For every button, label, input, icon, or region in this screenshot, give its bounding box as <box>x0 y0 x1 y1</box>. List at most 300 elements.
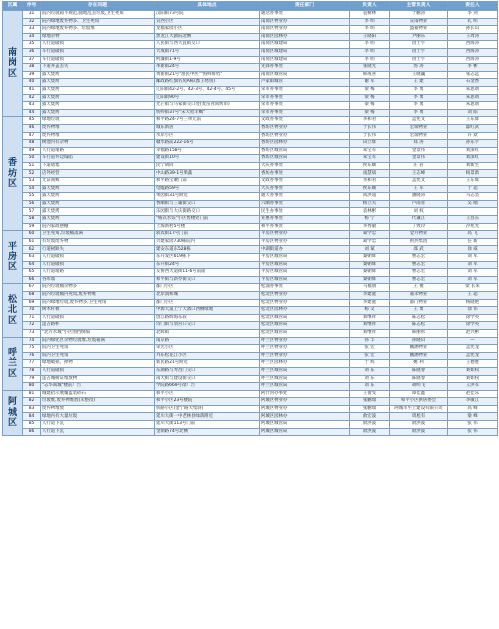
seq-cell: 58 <box>23 216 41 224</box>
issue-cell: 人行道破损 <box>41 367 155 375</box>
person-cell: 高 峰 <box>448 405 498 413</box>
person-cell: 任 新 <box>448 238 498 246</box>
seq-cell: 37 <box>23 56 41 64</box>
place-cell: 香顺街与三辅街交口 <box>155 200 260 208</box>
owner-cell: 于长伟 <box>350 132 390 140</box>
seq-cell: 79 <box>23 375 41 383</box>
place-cell: 和平街与新亭街交口 <box>155 276 260 284</box>
dept-cell: 南岗区园林办 <box>260 33 350 41</box>
person-cell: 王昌东 <box>448 216 498 224</box>
table-row <box>3 390 498 398</box>
person-cell: 西海涛 <box>448 56 498 64</box>
header-owner: 负责人 <box>350 2 390 11</box>
seq-cell: 62 <box>23 246 41 254</box>
person-cell: 朱思靖 <box>448 102 498 110</box>
owner-cell: 孙 丰 <box>350 337 390 345</box>
table-row <box>3 208 498 216</box>
table-row <box>3 269 498 277</box>
seq-cell: 76 <box>23 352 41 360</box>
leader-cell: 孟宪文 <box>390 178 448 186</box>
issue-cell: 人行道堵路 <box>41 269 155 277</box>
place-cell: 北岸润和城 <box>155 291 260 299</box>
owner-cell: 李 明 <box>350 48 390 56</box>
person-cell: 刘 军 <box>448 269 498 277</box>
dept-cell: 平房区城管局 <box>260 276 350 284</box>
person-cell: 杨晓艳 <box>448 299 498 307</box>
owner-cell: 谢 军 <box>350 79 390 87</box>
district-cell: 香坊区 <box>3 117 23 231</box>
owner-cell: 刘继祥 <box>350 314 390 322</box>
leader-cell: 李 勇 <box>390 109 448 117</box>
issue-cell: 露天烧烤 <box>41 216 155 224</box>
table-row <box>3 246 498 254</box>
table-row <box>3 367 498 375</box>
issue-cell: 露天烧烤 <box>41 193 155 201</box>
person-cell: 刘 军 <box>448 254 498 262</box>
table-row <box>3 261 498 269</box>
owner-cell: 秦朝辉 <box>350 276 390 284</box>
person-cell: 王东辉 <box>448 117 498 125</box>
dept-cell: 呼兰区城管局 <box>260 383 350 391</box>
person-cell: 孟宪龙 <box>448 345 498 353</box>
person-cell: 王德胜 <box>448 360 498 368</box>
table-row <box>3 383 498 391</box>
person-cell: 朱思靖 <box>448 86 498 94</box>
dept-cell: 松北区城管局 <box>260 314 350 322</box>
seq-cell: 42 <box>23 94 41 102</box>
place-cell: 果园街31号附近 <box>155 193 260 201</box>
leader-cell: 周旭有 <box>390 413 448 421</box>
seq-cell: 36 <box>23 48 41 56</box>
leader-cell: 嘉禾物业 <box>390 291 448 299</box>
issue-cell: "志华商城"楼前广告 <box>41 383 155 391</box>
place-cell: 电缆路59号 <box>155 185 260 193</box>
table-header-row <box>3 2 498 11</box>
seq-cell: 82 <box>23 398 41 406</box>
person-cell: 梁 长来 <box>448 284 498 292</box>
owner-cell: 刘 东 <box>350 367 390 375</box>
issue-cell: 垃圾堆,废弃物堆放(未整改) <box>41 398 155 406</box>
issue-cell: 卫生死角,垃圾桶落满 <box>41 231 155 239</box>
person-cell: 马志坚 <box>448 193 498 201</box>
seq-cell: 81 <box>23 390 41 398</box>
place-cell: 和平小区23号楼院 <box>155 398 260 406</box>
header-district: 区属 <box>3 2 23 11</box>
owner-cell: 朱宝军 <box>350 155 390 163</box>
place-cell: 革新街24号 <box>155 64 260 72</box>
leader-cell: 胡明飞 <box>390 383 448 391</box>
seq-cell: 55 <box>23 193 41 201</box>
dept-cell: 和平办事处 <box>260 223 350 231</box>
leader-cell: 宏瑞物业 <box>390 124 448 132</box>
seq-cell: 34 <box>23 33 41 41</box>
seq-cell: 71 <box>23 314 41 322</box>
person-cell: 徐学英 <box>448 314 498 322</box>
leader-cell: 陈志松 <box>390 314 448 322</box>
dept-cell: 呼兰区物业办 <box>260 345 350 353</box>
seq-cell: 61 <box>23 238 41 246</box>
place-cell: 延川大街一中老林县绿荫附近 <box>155 413 260 421</box>
dept-cell: 荣市办事处 <box>260 86 350 94</box>
issue-cell: 无证商贩 <box>41 178 155 186</box>
seq-cell: 83 <box>23 405 41 413</box>
place-cell: 水岸小区 <box>155 132 260 140</box>
person-cell: 石金香 <box>448 79 498 87</box>
person-cell: 刘 军 <box>448 261 498 269</box>
leader-cell: 王 俊 <box>390 284 448 292</box>
seq-cell: 57 <box>23 208 41 216</box>
table-row <box>3 284 498 292</box>
table-row <box>3 216 498 224</box>
dept-cell: 平房区物业办 <box>260 238 350 246</box>
leader-cell: 金景伟 <box>390 147 448 155</box>
dept-cell: 香坊区城管局 <box>260 147 350 155</box>
place-cell: 兴建家园730栋院内 <box>155 238 260 246</box>
dept-cell: 阿城区物业办 <box>260 405 350 413</box>
issue-cell: 绿地垃圾 <box>41 117 155 125</box>
seq-cell: 45 <box>23 117 41 125</box>
owner-cell: 王晓阳 <box>350 33 390 41</box>
issue-cell: 院内卫生死角 <box>41 345 155 353</box>
issue-cell: 人行道破损 <box>41 314 155 322</box>
dept-cell: 香坊区物业办 <box>260 132 350 140</box>
dept-cell: 呼兰区物业办 <box>260 352 350 360</box>
header-place: 具体地点 <box>155 2 260 11</box>
owner-cell: 李和君 <box>350 117 390 125</box>
table-row <box>3 48 498 56</box>
seq-cell: 85 <box>23 421 41 429</box>
owner-cell: 田立辉 <box>350 140 390 148</box>
dept-cell: 松北区物业办 <box>260 291 350 299</box>
issue-cell: "北方水城"小区围挡倒塌 <box>41 329 155 337</box>
leader-cell: 俞洪波 <box>390 421 448 429</box>
table-row <box>3 200 498 208</box>
table-row <box>3 193 498 201</box>
person-cell: 梁 峰 <box>448 413 498 421</box>
issue-cell: 院内绿地废弃物多、卫生死角 <box>41 18 155 26</box>
dept-cell: 平房区物业办 <box>260 231 350 239</box>
place-cell: 城东新居 <box>155 124 260 132</box>
seq-cell: 72 <box>23 322 41 330</box>
issue-cell: 院内绿地废弃物多、垃圾堆 <box>41 26 155 34</box>
owner-cell: 张鹏瑞 <box>350 405 390 413</box>
owner-cell: 刘 东 <box>350 383 390 391</box>
person-cell: 李 剑 <box>448 11 498 19</box>
leader-cell: 和平小区供居委会 <box>390 398 448 406</box>
place-cell: 南京路 <box>155 337 260 345</box>
owner-cell: 梁 梅 <box>350 94 390 102</box>
issue-cell: 露天烧烤 <box>41 109 155 117</box>
leader-cell: 曹志宏 <box>390 276 448 284</box>
owner-cell: 李秀敏 <box>350 223 390 231</box>
issue-cell: 露天烧烤 <box>41 94 155 102</box>
person-cell: 刘深红 <box>448 147 498 155</box>
dept-cell: 南岗区城建局 <box>260 48 350 56</box>
issue-cell: 露天烧烤 <box>41 200 155 208</box>
table-row <box>3 413 498 421</box>
seq-cell: 73 <box>23 329 41 337</box>
dept-cell: 阿城区物业办 <box>260 398 350 406</box>
seq-cell: 38 <box>23 64 41 72</box>
table-row <box>3 322 498 330</box>
leader-cell: 丁致玲 <box>390 223 448 231</box>
owner-cell: 张鹏瑞 <box>350 398 390 406</box>
dept-cell: 呼兰区园林办 <box>260 360 350 368</box>
issue-cell: 露天烧烤 <box>41 79 155 87</box>
place-cell: 上海新村5号楼 <box>155 223 260 231</box>
table-row <box>3 170 498 178</box>
owner-cell: 刘继祥 <box>350 329 390 337</box>
seq-cell: 67 <box>23 284 41 292</box>
owner-cell: 尚洪超 <box>350 193 390 201</box>
dept-cell: 松北区物业办 <box>260 299 350 307</box>
leader-cell: 卢雨青 <box>390 200 448 208</box>
person-cell: 冷兆光 <box>448 223 498 231</box>
leader-cell: 王晓巍 <box>390 71 448 79</box>
seq-cell: 84 <box>23 413 41 421</box>
owner-cell: 袁林彬 <box>350 208 390 216</box>
issue-cell: 车行道井边塌陷 <box>41 155 155 163</box>
person-cell: — <box>448 337 498 345</box>
place-cell: 学院路669号徐广告 <box>155 383 260 391</box>
person-cell: 高 飞 <box>448 231 498 239</box>
seq-cell: 33 <box>23 26 41 34</box>
issue-cell: 人行道下沉 <box>41 421 155 429</box>
leader-cell: 王志峰 <box>390 170 448 178</box>
header-leader: 主管负责人 <box>390 2 448 11</box>
owner-cell: 侯东顺 <box>350 185 390 193</box>
leader-cell: 孟宪文 <box>390 117 448 125</box>
leader-cell: 阿城市至上建设有限公司 <box>390 405 448 413</box>
issue-cell: 绿地内有大量垃圾 <box>41 413 155 421</box>
leader-cell: 王 军 <box>390 185 448 193</box>
table-row <box>3 11 498 19</box>
issue-cell: 车行道破损 <box>41 48 155 56</box>
person-cell: 孔 明 <box>448 18 498 26</box>
dept-cell: 呼兰区城管局 <box>260 367 350 375</box>
place-cell: 人民街与西大直街交口 <box>155 41 260 49</box>
dept-cell: 亚惠办事处 <box>260 216 350 224</box>
place-cell: 东湖路与寿昌门交口 <box>155 367 260 375</box>
table-row <box>3 405 498 413</box>
leader-cell: 俞洪波 <box>390 428 448 436</box>
place-cell: 创江路辉海东段 <box>155 314 260 322</box>
leader-cell: 由士宇 <box>390 56 448 64</box>
issue-cell: 行道树缺失 <box>41 246 155 254</box>
person-cell: 吴 刚 <box>448 200 498 208</box>
person-cell: 刘 阳 <box>448 109 498 117</box>
owner-cell: 侯东顺 <box>350 162 390 170</box>
dept-cell: 平房区城管局 <box>260 269 350 277</box>
leader-cell: 李 勇 <box>390 94 448 102</box>
person-cell: 刘深红 <box>448 155 498 163</box>
place-cell: 铁路小区(金宁路大集斜) <box>155 405 260 413</box>
owner-cell: 李 明 <box>350 26 390 34</box>
dept-cell: 松北区城管局 <box>260 322 350 330</box>
person-cell: 杨景新 <box>448 170 498 178</box>
table-row <box>3 64 498 72</box>
table-row <box>3 428 498 436</box>
seq-cell: 69 <box>23 299 41 307</box>
table-row <box>3 223 498 231</box>
owner-cell: 刘继祥 <box>350 322 390 330</box>
dept-cell: 大庆办事处 <box>260 185 350 193</box>
place-cell: 邮政路红旗名苑A栋(郡王烤鱼) <box>155 79 260 87</box>
table-row <box>3 26 498 34</box>
owner-cell: 葛学忠 <box>350 231 390 239</box>
person-cell: 刘 军 <box>448 276 498 284</box>
person-cell: 西海涛 <box>448 41 498 49</box>
dept-cell: 芦家街城管 <box>260 79 350 87</box>
owner-cell: 李建庭 <box>350 299 390 307</box>
table-row <box>3 231 498 239</box>
table-row <box>3 185 498 193</box>
seq-cell: 74 <box>23 337 41 345</box>
leader-cell: 李 勇 <box>390 86 448 94</box>
issue-cell: 院内绿化区杂物垃圾堆,垃圾箱满 <box>41 337 155 345</box>
issue-cell: 人行道破损 <box>41 261 155 269</box>
leader-cell: 陈晓春 <box>390 367 448 375</box>
table-row <box>3 162 498 170</box>
table-row <box>3 56 498 64</box>
district-cell: 平房区 <box>3 231 23 284</box>
issue-cell: 院内家政摆棚 <box>41 223 155 231</box>
dept-cell: 荣市办事处 <box>260 102 350 110</box>
place-cell: 光芒街与马家街交口处(麦苗食尚烤串) <box>155 102 260 110</box>
leader-cell: 代谦江 <box>390 216 448 224</box>
issue-cell: 谷库墙 <box>41 276 155 284</box>
seq-cell: 52 <box>23 170 41 178</box>
table-row <box>3 398 498 406</box>
person-cell: 孟宪龙 <box>448 352 498 360</box>
person-cell: 王 超 <box>448 291 498 299</box>
leader-cell: 郑 涛 <box>390 140 448 148</box>
place-cell: 荣光小区 <box>155 345 260 353</box>
person-cell: 西海涛 <box>448 48 498 56</box>
place-cell: 幸福路158号 <box>155 147 260 155</box>
leader-cell: 曹志宏 <box>390 261 448 269</box>
table-row <box>3 18 498 26</box>
owner-cell: 杨立夫 <box>350 200 390 208</box>
issue-cell: 绿地破损、掉物 <box>41 360 155 368</box>
seq-cell: 77 <box>23 360 41 368</box>
seq-cell: 68 <box>23 291 41 299</box>
person-cell: 许 欢 <box>448 132 498 140</box>
table-row <box>3 94 498 102</box>
leader-cell: 潘晓涛 <box>390 193 448 201</box>
place-cell: 建安东道东528栋 <box>155 246 260 254</box>
owner-cell: 李和君 <box>350 178 390 186</box>
issue-cell: 人行道堵路 <box>41 147 155 155</box>
person-cell: 徐 威 <box>448 246 498 254</box>
person-cell: 王周涛 <box>448 33 498 41</box>
owner-cell: 于 辉 <box>350 360 390 368</box>
issue-cell: 院内卫生死角 <box>41 352 155 360</box>
dept-cell: 香坊区物业办 <box>260 124 350 132</box>
place-cell: 轨农街17号门前 <box>155 231 260 239</box>
seq-cell: 41 <box>23 86 41 94</box>
owner-cell: 刘 斌 <box>350 246 390 254</box>
place-cell: 汉阳街73号院 <box>155 11 260 19</box>
place-cell: 黑龙江大剧院北侧 <box>155 33 260 41</box>
owner-cell: 南慧斌 <box>350 170 390 178</box>
seq-cell: 54 <box>23 185 41 193</box>
table-row <box>3 71 498 79</box>
owner-cell: 梁 梅 <box>350 109 390 117</box>
place-cell: 和平小区 <box>155 390 260 398</box>
dept-cell: 大庆办事处 <box>260 162 350 170</box>
dept-cell: 通天办事处 <box>260 193 350 201</box>
table-row <box>3 291 498 299</box>
owner-cell: 袁树林 <box>350 11 390 19</box>
leader-cell: 由士宇 <box>390 48 448 56</box>
leader-cell: 庄 岩 <box>390 162 448 170</box>
owner-cell: 张晓光 <box>350 64 390 72</box>
owner-cell: 秦朝辉 <box>350 269 390 277</box>
dept-cell: 民生办事处 <box>260 208 350 216</box>
seq-cell: 50 <box>23 155 41 163</box>
owner-cell: 李建庭 <box>350 291 390 299</box>
dept-cell: 南岗区物业办 <box>260 26 350 34</box>
table-row <box>3 155 498 163</box>
person-cell: 张 伟 <box>448 421 498 429</box>
issue-cell: 院内绿地垃圾,废弃物多,卫生死角 <box>41 299 155 307</box>
table-row <box>3 109 498 117</box>
header-person: 责任人 <box>448 2 498 11</box>
place-cell: 黄新街21号"淮民中医""海鲜排档" <box>155 71 260 79</box>
seq-cell: 49 <box>23 147 41 155</box>
person-cell: 王东辉 <box>448 178 498 186</box>
dept-cell: 阿什河办事处 <box>260 390 350 398</box>
leader-cell: 于鹏涛 <box>390 11 448 19</box>
place-cell: 友协西大道街11-6号前面 <box>155 269 260 277</box>
dept-cell: 松北区园林办 <box>260 307 350 315</box>
place-cell: 赣水路前222-16号 <box>155 140 260 148</box>
seq-cell: 40 <box>23 79 41 87</box>
leader-cell: 鹏涵物业 <box>390 352 448 360</box>
owner-cell: 张 宏 <box>350 345 390 353</box>
seq-cell: 56 <box>23 200 41 208</box>
person-cell: 徐学英 <box>448 322 498 330</box>
person-cell: 赵兴彬 <box>448 329 498 337</box>
leader-cell: 李 勇 <box>390 102 448 110</box>
seq-cell: 47 <box>23 132 41 140</box>
table-row <box>3 178 498 186</box>
person-cell: 邸红武 <box>448 124 498 132</box>
owner-cell: 葛学忠 <box>350 238 390 246</box>
dept-cell: 呼兰区城管局 <box>260 375 350 383</box>
issue-cell: 违占路杯 <box>41 322 155 330</box>
dept-cell: 呼兰区物业办 <box>260 337 350 345</box>
place-cell: 都门小区 <box>155 299 260 307</box>
person-cell: 张志远 <box>448 71 498 79</box>
place-cell: 宣西小区 <box>155 18 260 26</box>
leader-cell: 曹志宏 <box>390 269 448 277</box>
leader-cell: 邵 武 <box>390 246 448 254</box>
person-cell: 孙长山 <box>448 26 498 34</box>
leader-cell: 曹志宏 <box>390 254 448 262</box>
district-cell: 松北区 <box>3 284 23 337</box>
dept-cell: 南岗区城管局 <box>260 71 350 79</box>
leader-cell: 鹏涵物业 <box>390 345 448 353</box>
table-row <box>3 238 498 246</box>
table-row <box>3 360 498 368</box>
seq-cell: 31 <box>23 11 41 19</box>
table-row <box>3 276 498 284</box>
place-cell: 都门小区 <box>155 284 260 292</box>
issue-cell: 露天烧烤 <box>41 86 155 94</box>
seq-cell: 70 <box>23 307 41 315</box>
